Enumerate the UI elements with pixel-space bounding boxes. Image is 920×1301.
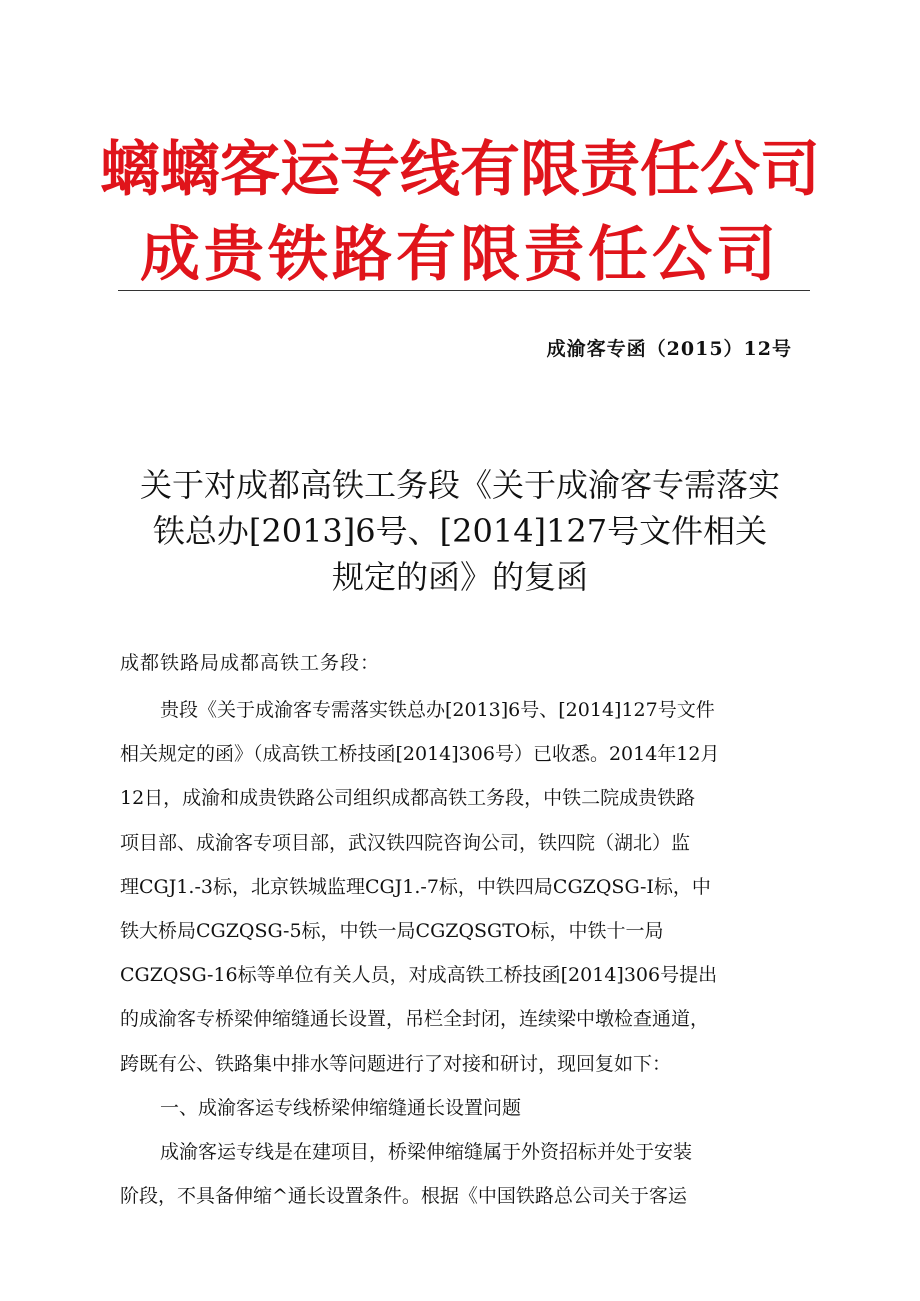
body-text: [120, 688, 810, 1218]
subject-line: 铁总办[2013]6号、[2014]127号文件相关: [152, 512, 768, 550]
subject-line: 关于对成都高铁工务段《关于成渝客专需落实: [139, 466, 780, 504]
header-divider: [118, 290, 810, 291]
document-subject: [100, 462, 820, 600]
body-line: 跨既有公、铁路集中排水等问题进行了对接和研讨，现回复如下：: [120, 1052, 672, 1075]
addressee: 成都铁路局成都高铁工务段：: [120, 652, 381, 674]
subject-line: 规定的函》的复函: [331, 558, 588, 596]
body-line: 阶段，不具备伸缩^通长设置条件。根据《中国铁路总公司关于客运: [120, 1185, 687, 1208]
body-line: 铁大桥局CGZQSG-5标，中铁一局CGZQSGTO标，中铁十一局: [120, 920, 664, 943]
issuing-org-title-2: 成贵铁路有限责任公司: [140, 220, 780, 290]
body-line: CGZQSG-16标等单位有关人员，对成高铁工桥技函[2014]306号提出: [120, 964, 718, 987]
body-line: 贵段《关于成渝客专需落实铁总办[2013]6号、[2014]127号文件: [160, 699, 715, 721]
body-line: 相关规定的函》（成高铁工桥技函[2014]306号）已收悉。2014年12月: [120, 743, 720, 766]
body-line: 项目部、成渝客专项目部，武汉铁四院咨询公司，铁四院（湖北）监: [120, 831, 691, 854]
body-line: 成渝客运专线是在建项目，桥梁伸缩缝属于外资招标并处于安装: [160, 1141, 693, 1164]
section-heading: 一、成渝客运专线桥梁伸缩缝通长设置问题: [160, 1096, 522, 1119]
body-line: 12日，成渝和成贵铁路公司组织成都高铁工务段，中铁二院成贵铁路: [120, 787, 696, 810]
body-line: 理CGJ1.-3标，北京铁城监理CGJ1.-7标，中铁四局CGZQSG-I标，中: [120, 875, 711, 898]
document-number: 成渝客专函（2015）12号: [546, 338, 792, 360]
body-line: 的成渝客专桥梁伸缩缝通长设置，吊栏全封闭，连续梁中墩检查通道，: [120, 1008, 710, 1031]
issuing-org-title-1: 螭螭客运专线有限责任公司: [100, 135, 820, 205]
